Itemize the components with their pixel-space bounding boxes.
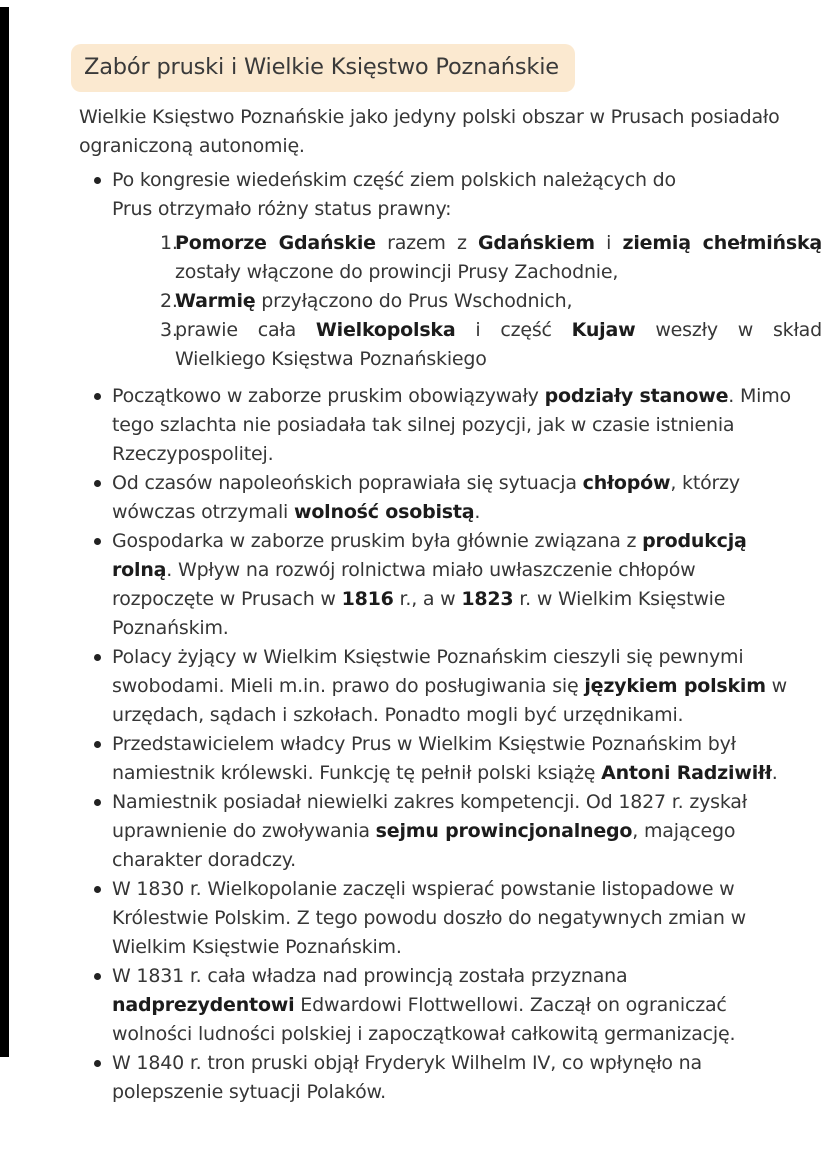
text-line — [112, 991, 822, 1020]
bold-text: wolność osobistą — [293, 501, 475, 523]
text-line — [112, 817, 822, 846]
regular-text: . — [771, 762, 778, 784]
list-number: 2. — [160, 290, 178, 312]
regular-text: weszły w skład — [635, 319, 822, 341]
bold-text: nadprezydentowi — [112, 994, 295, 1016]
numbered-item — [112, 316, 822, 374]
numbered-item — [112, 229, 822, 287]
regular-text: Wielkie Księstwo Poznańskie jako jedyny polski obszar w Prusach posiadało — [79, 106, 780, 128]
list-item — [79, 788, 822, 875]
text-line — [175, 316, 822, 345]
bold-text: językiem polskim — [584, 675, 766, 697]
text-line — [112, 614, 822, 643]
list-item — [79, 166, 822, 374]
bullet-icon — [94, 973, 101, 980]
regular-text: r. w Wielkim Księstwie — [513, 588, 726, 610]
text-line — [112, 962, 822, 991]
list-item — [79, 730, 822, 788]
numbered-sublist — [112, 229, 822, 374]
regular-text: zostały włączone do prowincji Prusy Zachodnie, — [175, 261, 619, 283]
regular-text: prawie cała — [175, 319, 316, 341]
text-line — [175, 345, 822, 374]
list-number: 1. — [160, 232, 178, 254]
text-line — [112, 1020, 822, 1049]
text-line — [79, 132, 822, 161]
regular-text: W 1830 r. Wielkopolanie zaczęli wspierać powstanie listopadowe w — [112, 878, 735, 900]
regular-text: Królestwie Polskim. Z tego powodu doszło do negatywnych zmian w — [112, 907, 746, 929]
bullet-icon — [94, 393, 101, 400]
regular-text: Po kongresie wiedeńskim część ziem polskich należących do — [112, 169, 676, 191]
regular-text: uprawnienie do zwoływania — [112, 820, 376, 842]
text-line — [112, 440, 822, 469]
text-line — [112, 469, 822, 498]
regular-text: . Mimo — [728, 385, 791, 407]
text-line — [112, 166, 822, 195]
bullet-icon — [94, 538, 101, 545]
regular-text: ograniczoną autonomię. — [79, 135, 305, 157]
regular-text: Wielkiego Księstwa Poznańskiego — [175, 348, 487, 370]
bold-text: ziemią chełmińską — [622, 232, 823, 254]
numbered-item — [112, 287, 822, 316]
bullet-icon — [94, 480, 101, 487]
regular-text: Gospodarka w zaborze pruskim była głównie związana z — [112, 530, 643, 552]
text-line — [175, 287, 822, 316]
bullet-icon — [94, 741, 101, 748]
bold-text: Warmię — [175, 290, 256, 312]
regular-text: . Wpływ na rozwój rolnictwa miało uwłaszczenie chłopów — [166, 559, 696, 581]
text-line — [79, 103, 822, 132]
bold-text: rolną — [112, 559, 167, 581]
regular-text: i część — [455, 319, 572, 341]
bold-text: sejmu prowincjonalnego — [375, 820, 633, 842]
bold-text: Gdańskiem — [478, 232, 595, 254]
text-line — [112, 382, 822, 411]
text-line — [112, 195, 822, 224]
regular-text: r., a w — [393, 588, 462, 610]
text-line — [175, 258, 822, 287]
list-item — [79, 643, 822, 730]
list-item — [79, 962, 822, 1049]
regular-text: w — [765, 675, 788, 697]
bold-text: Kujaw — [571, 319, 636, 341]
regular-text: przyłączono do Prus Wschodnich, — [255, 290, 573, 312]
bold-text: podziały stanowe — [544, 385, 729, 407]
content-area — [79, 44, 822, 1107]
bold-text: produkcją — [642, 530, 747, 552]
page-edge-bar — [0, 7, 9, 1057]
regular-text: namiestnik królewski. Funkcję tę pełnił polski książę — [112, 762, 602, 784]
regular-text: Wielkim Księstwie Poznańskim. — [112, 936, 402, 958]
regular-text: Początkowo w zaborze pruskim obowiązywały — [112, 385, 545, 407]
text-line — [112, 527, 822, 556]
bold-text: 1823 — [461, 588, 514, 610]
bullet-icon — [94, 799, 101, 806]
regular-text: , mającego — [632, 820, 736, 842]
list-item — [79, 527, 822, 643]
regular-text: Poznańskim. — [112, 617, 229, 639]
regular-text: , którzy — [670, 472, 740, 494]
regular-text: rozpoczęte w Prusach w — [112, 588, 342, 610]
bold-text: Wielkopolska — [315, 319, 456, 341]
text-line — [112, 759, 822, 788]
section-title-highlight — [71, 44, 575, 92]
text-line — [112, 585, 822, 614]
bullet-icon — [94, 1060, 101, 1067]
regular-text: i — [594, 232, 623, 254]
regular-text: W 1831 r. cała władza nad prowincją została przyznana — [112, 965, 628, 987]
list-item — [79, 875, 822, 962]
text-line — [175, 229, 822, 258]
regular-text: wówczas otrzymali — [112, 501, 294, 523]
list-number: 3. — [160, 319, 178, 341]
regular-text: Prus otrzymało różny status prawny: — [112, 198, 452, 220]
text-line — [112, 933, 822, 962]
text-line — [112, 411, 822, 440]
text-line — [112, 556, 822, 585]
regular-text: razem z — [375, 232, 478, 254]
bold-text: Pomorze Gdańskie — [175, 232, 376, 254]
text-line — [112, 1078, 822, 1107]
text-line — [112, 672, 822, 701]
text-line — [112, 643, 822, 672]
bullet-list — [79, 166, 822, 1107]
text-line — [112, 730, 822, 759]
text-line — [112, 701, 822, 730]
list-item — [79, 382, 822, 469]
text-line — [112, 788, 822, 817]
bullet-icon — [94, 654, 101, 661]
text-line — [112, 498, 822, 527]
regular-text: Od czasów napoleońskich poprawiała się sytuacja — [112, 472, 583, 494]
text-line — [112, 846, 822, 875]
regular-text: urzędach, sądach i szkołach. Ponadto mogli być urzędnikami. — [112, 704, 684, 726]
regular-text: Rzeczypospolitej. — [112, 443, 274, 465]
list-item — [79, 469, 822, 527]
bold-text: 1816 — [341, 588, 394, 610]
intro-paragraph — [79, 103, 822, 161]
regular-text: Polacy żyjący w Wielkim Księstwie Poznańskim cieszyli się pewnymi — [112, 646, 744, 668]
regular-text: swobodami. Mieli m.in. prawo do posługiwania się — [112, 675, 585, 697]
regular-text: . — [474, 501, 481, 523]
bullet-icon — [94, 886, 101, 893]
section-title: Zabór pruski i Wielkie Księstwo Poznańskie — [84, 54, 559, 80]
list-item — [79, 1049, 822, 1107]
regular-text: wolności ludności polskiej i zapoczątkował całkowitą germanizację. — [112, 1023, 736, 1045]
text-line — [112, 1049, 822, 1078]
regular-text: Przedstawicielem władcy Prus w Wielkim Księstwie Poznańskim był — [112, 733, 736, 755]
regular-text: polepszenie sytuacji Polaków. — [112, 1081, 386, 1103]
text-line — [112, 904, 822, 933]
regular-text: W 1840 r. tron pruski objął Fryderyk Wilhelm IV, co wpłynęło na — [112, 1052, 702, 1074]
bold-text: Antoni Radziwiłł — [601, 762, 772, 784]
regular-text: Namiestnik posiadał niewielki zakres kompetencji. Od 1827 r. zyskał — [112, 791, 747, 813]
regular-text: Edwardowi Flottwellowi. Zaczął on ograniczać — [294, 994, 727, 1016]
regular-text: tego szlachta nie posiadała tak silnej pozycji, jak w czasie istnienia — [112, 414, 735, 436]
bullet-icon — [94, 177, 101, 184]
text-line — [112, 875, 822, 904]
regular-text: charakter doradczy. — [112, 849, 296, 871]
bold-text: chłopów — [582, 472, 671, 494]
